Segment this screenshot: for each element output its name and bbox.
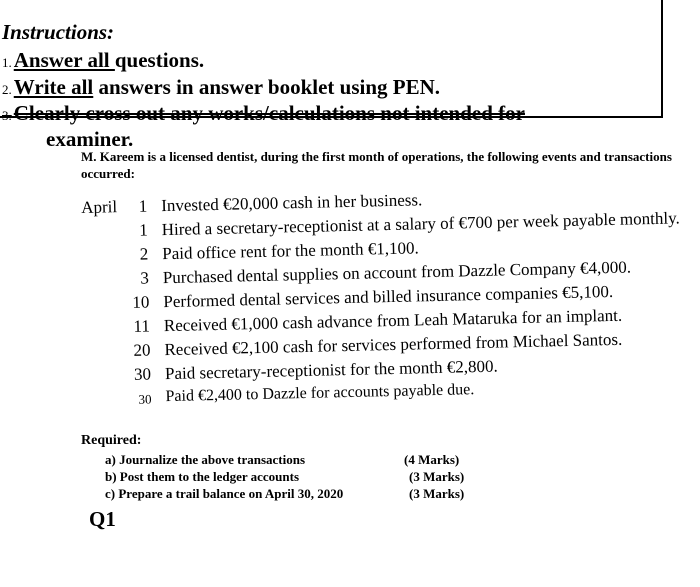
transaction-description: Paid office rent for the month €1,100.	[162, 238, 419, 264]
required-item-c: c) Prepare a trail balance on April 30, 2020	[105, 486, 344, 501]
instruction-number: 2.	[2, 82, 12, 97]
transaction-day: 2	[139, 244, 149, 264]
transaction-day: 10	[132, 292, 150, 312]
transaction-day: 20	[133, 340, 151, 360]
instruction-emphasis: Clearly cross out	[13, 101, 166, 125]
instruction-emphasis: Answer all	[13, 48, 115, 72]
transaction-day: 11	[133, 316, 151, 336]
instruction-number: 1.	[2, 55, 12, 70]
transaction-month: April	[81, 197, 118, 217]
transaction-day: 3	[140, 268, 150, 288]
required-marks-b: (3 Marks)	[409, 469, 465, 484]
transaction-description: Paid secretary-receptionist for the month €2,800.	[164, 356, 498, 384]
instruction-emphasis: Write all	[13, 75, 94, 99]
instruction-item-2	[2, 75, 440, 100]
transaction-description: Performed dental services and billed insurance companies €5,100.	[163, 281, 614, 312]
transaction-day: 1	[138, 196, 148, 216]
instruction-item-3	[2, 101, 525, 126]
transaction-description: Hired a secretary-receptionist at a salary of €700 per week payable monthly.	[161, 208, 680, 240]
instruction-text: questions.	[114, 48, 205, 72]
transaction-day: 30	[138, 391, 152, 407]
instruction-continuation: examiner.	[46, 127, 134, 151]
transaction-day: 30	[133, 364, 152, 384]
instruction-item-1	[2, 48, 204, 73]
instruction-text: answers in answer booklet using PEN.	[93, 75, 441, 99]
required-item-b: b) Post them to the ledger accounts	[105, 469, 300, 484]
transaction-list	[81, 184, 700, 414]
instruction-text: any works/calculations not intended for	[165, 101, 525, 125]
instructions-title: Instructions:	[2, 20, 115, 44]
transaction-day: 1	[139, 220, 148, 240]
transaction-description: Purchased dental supplies on account from Dazzle Company €4,000.	[162, 257, 632, 288]
required-marks-c: (3 Marks)	[409, 486, 465, 501]
instruction-number: 3.	[2, 108, 12, 123]
question-intro: M. Kareem is a licensed dentist, during the first month of operations, the following events and transactions occurred:	[81, 149, 672, 181]
required-marks-a: (4 Marks)	[404, 452, 460, 467]
required-item-a: a) Journalize the above transactions	[105, 452, 306, 467]
transaction-description: Paid €2,400 to Dazzle for accounts payable due.	[165, 381, 475, 406]
question-label: Q1	[89, 507, 116, 531]
transaction-description: Received €1,000 cash advance from Leah Mataruka for an implant.	[163, 305, 623, 336]
required-heading: Required:	[81, 433, 142, 448]
transaction-description: Received €2,100 cash for services performed from Michael Santos.	[164, 329, 623, 360]
transaction-description: Invested €20,000 cash in her business.	[160, 190, 423, 216]
